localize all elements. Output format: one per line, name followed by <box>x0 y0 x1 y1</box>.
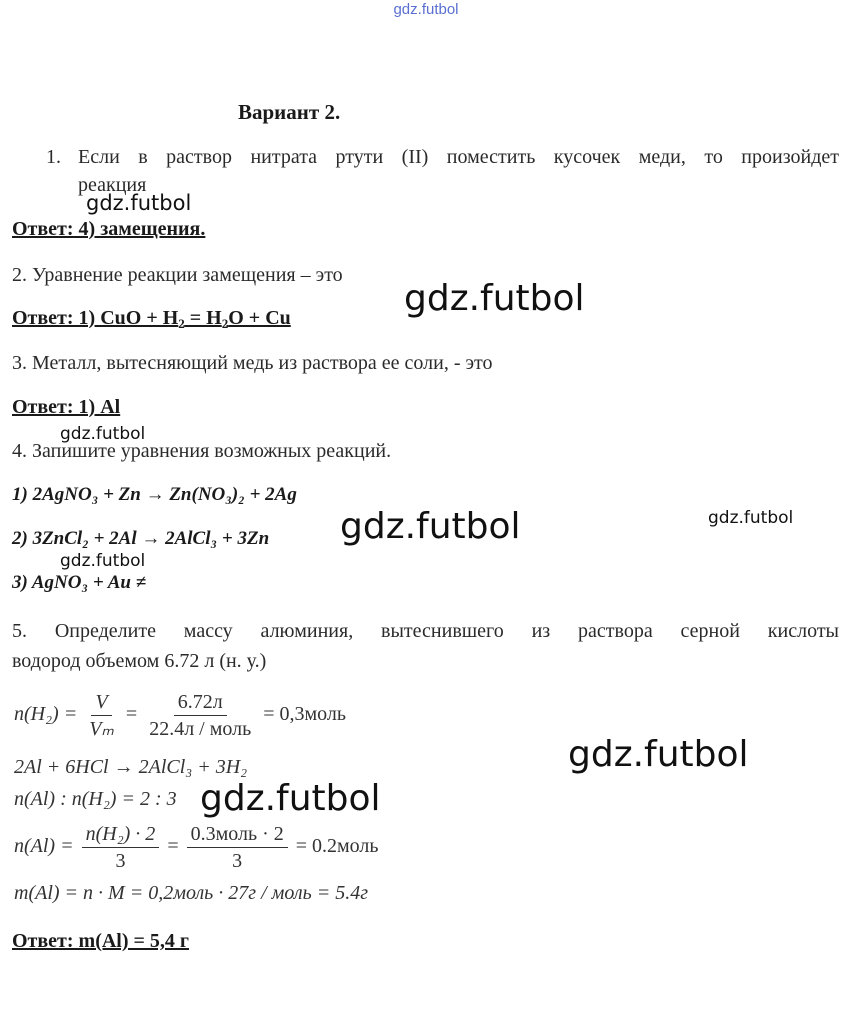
q5-formula-moles-h2 <box>14 690 346 741</box>
q1-text-line1: Если в раствор нитрата ртути (II) поместить кусочек меди, то произойдет <box>78 146 839 168</box>
fraction-v-vm <box>85 690 118 741</box>
q2-text: 2. Уравнение реакции замещения – это <box>12 264 343 286</box>
q1-text-line2: реакция <box>78 174 147 196</box>
fraction-numerator: V <box>91 690 111 716</box>
q2-answer-sub1: 2 <box>178 316 185 331</box>
site-watermark-top: gdz.futbol <box>393 1 459 18</box>
q4-text: 4. Запишите уравнения возможных реакций. <box>12 440 392 462</box>
formula-result: = 0.2моль <box>295 835 379 858</box>
equals-sign: = <box>167 835 179 858</box>
q2-answer-end: O + Cu <box>228 307 291 329</box>
watermark: gdz.futbol <box>404 278 585 319</box>
fraction-values <box>145 690 255 741</box>
q4-equation-1: 1) 2AgNO₃ + Zn → Zn(NO₃)₂ + 2Ag <box>12 484 297 505</box>
watermark: gdz.futbol <box>568 734 749 775</box>
watermark: gdz.futbol <box>340 506 521 547</box>
q1-answer: Ответ: 4) замещения. <box>12 218 206 240</box>
fraction-numerator: 6.72л <box>174 690 227 716</box>
q5-formula-mass-al: m(Al) = n · M = 0,2моль · 27г / моль = 5.4г <box>14 882 369 904</box>
q4-equation-3: 3) AgNO₃ + Au ≠ <box>12 572 147 593</box>
q5-answer: Ответ: m(Al) = 5,4 г <box>12 930 190 952</box>
q3-answer: Ответ: 1) Al <box>12 396 121 418</box>
q5-text-line1: 5. Определите массу алюминия, вытеснившего из раствора серной кислоты <box>12 620 839 642</box>
page-title: Вариант 2. <box>238 100 341 124</box>
q1-number: 1. <box>46 146 61 168</box>
formula-lhs: n(H₂) = <box>14 703 78 726</box>
q5-text-line2: водород объемом 6.72 л (н. у.) <box>12 650 267 672</box>
fraction-denominator: Vₘ <box>89 718 114 740</box>
formula-lhs: n(Al) = <box>14 835 74 858</box>
fraction-numerator: 0.3моль · 2 <box>187 822 288 848</box>
fraction-numerator: n(H₂) · 2 <box>82 822 160 848</box>
q4-equation-2: 2) 3ZnCl₂ + 2Al → 2AlCl₃ + 3Zn <box>12 528 270 549</box>
q2-answer-sub2: 2 <box>221 316 229 331</box>
q2-answer-mid: = H <box>184 307 222 329</box>
q2-answer <box>12 307 291 332</box>
watermark: gdz.futbol <box>60 551 146 571</box>
q2-answer-prefix: Ответ: 1) CuO + H <box>12 307 179 329</box>
fraction-ratio <box>82 822 160 873</box>
fraction-denominator: 3 <box>115 850 126 872</box>
q5-formula-moles-al <box>14 822 379 873</box>
watermark: gdz.futbol <box>60 424 146 444</box>
watermark: gdz.futbol <box>708 508 794 528</box>
fraction-denominator: 3 <box>232 850 243 872</box>
q5-reaction-equation: 2Al + 6HCl → 2AlCl₃ + 3H₂ <box>14 756 248 778</box>
formula-result: = 0,3моль <box>263 703 346 726</box>
watermark: gdz.futbol <box>200 778 381 819</box>
watermark: gdz.futbol <box>86 191 192 215</box>
q3-text: 3. Металл, вытесняющий медь из раствора ее соли, - это <box>12 352 493 374</box>
fraction-values <box>187 822 288 873</box>
q5-mole-ratio: n(Al) : n(H₂) = 2 : 3 <box>14 788 177 810</box>
equals-sign: = <box>125 703 138 726</box>
fraction-denominator: 22.4л / моль <box>149 718 252 740</box>
